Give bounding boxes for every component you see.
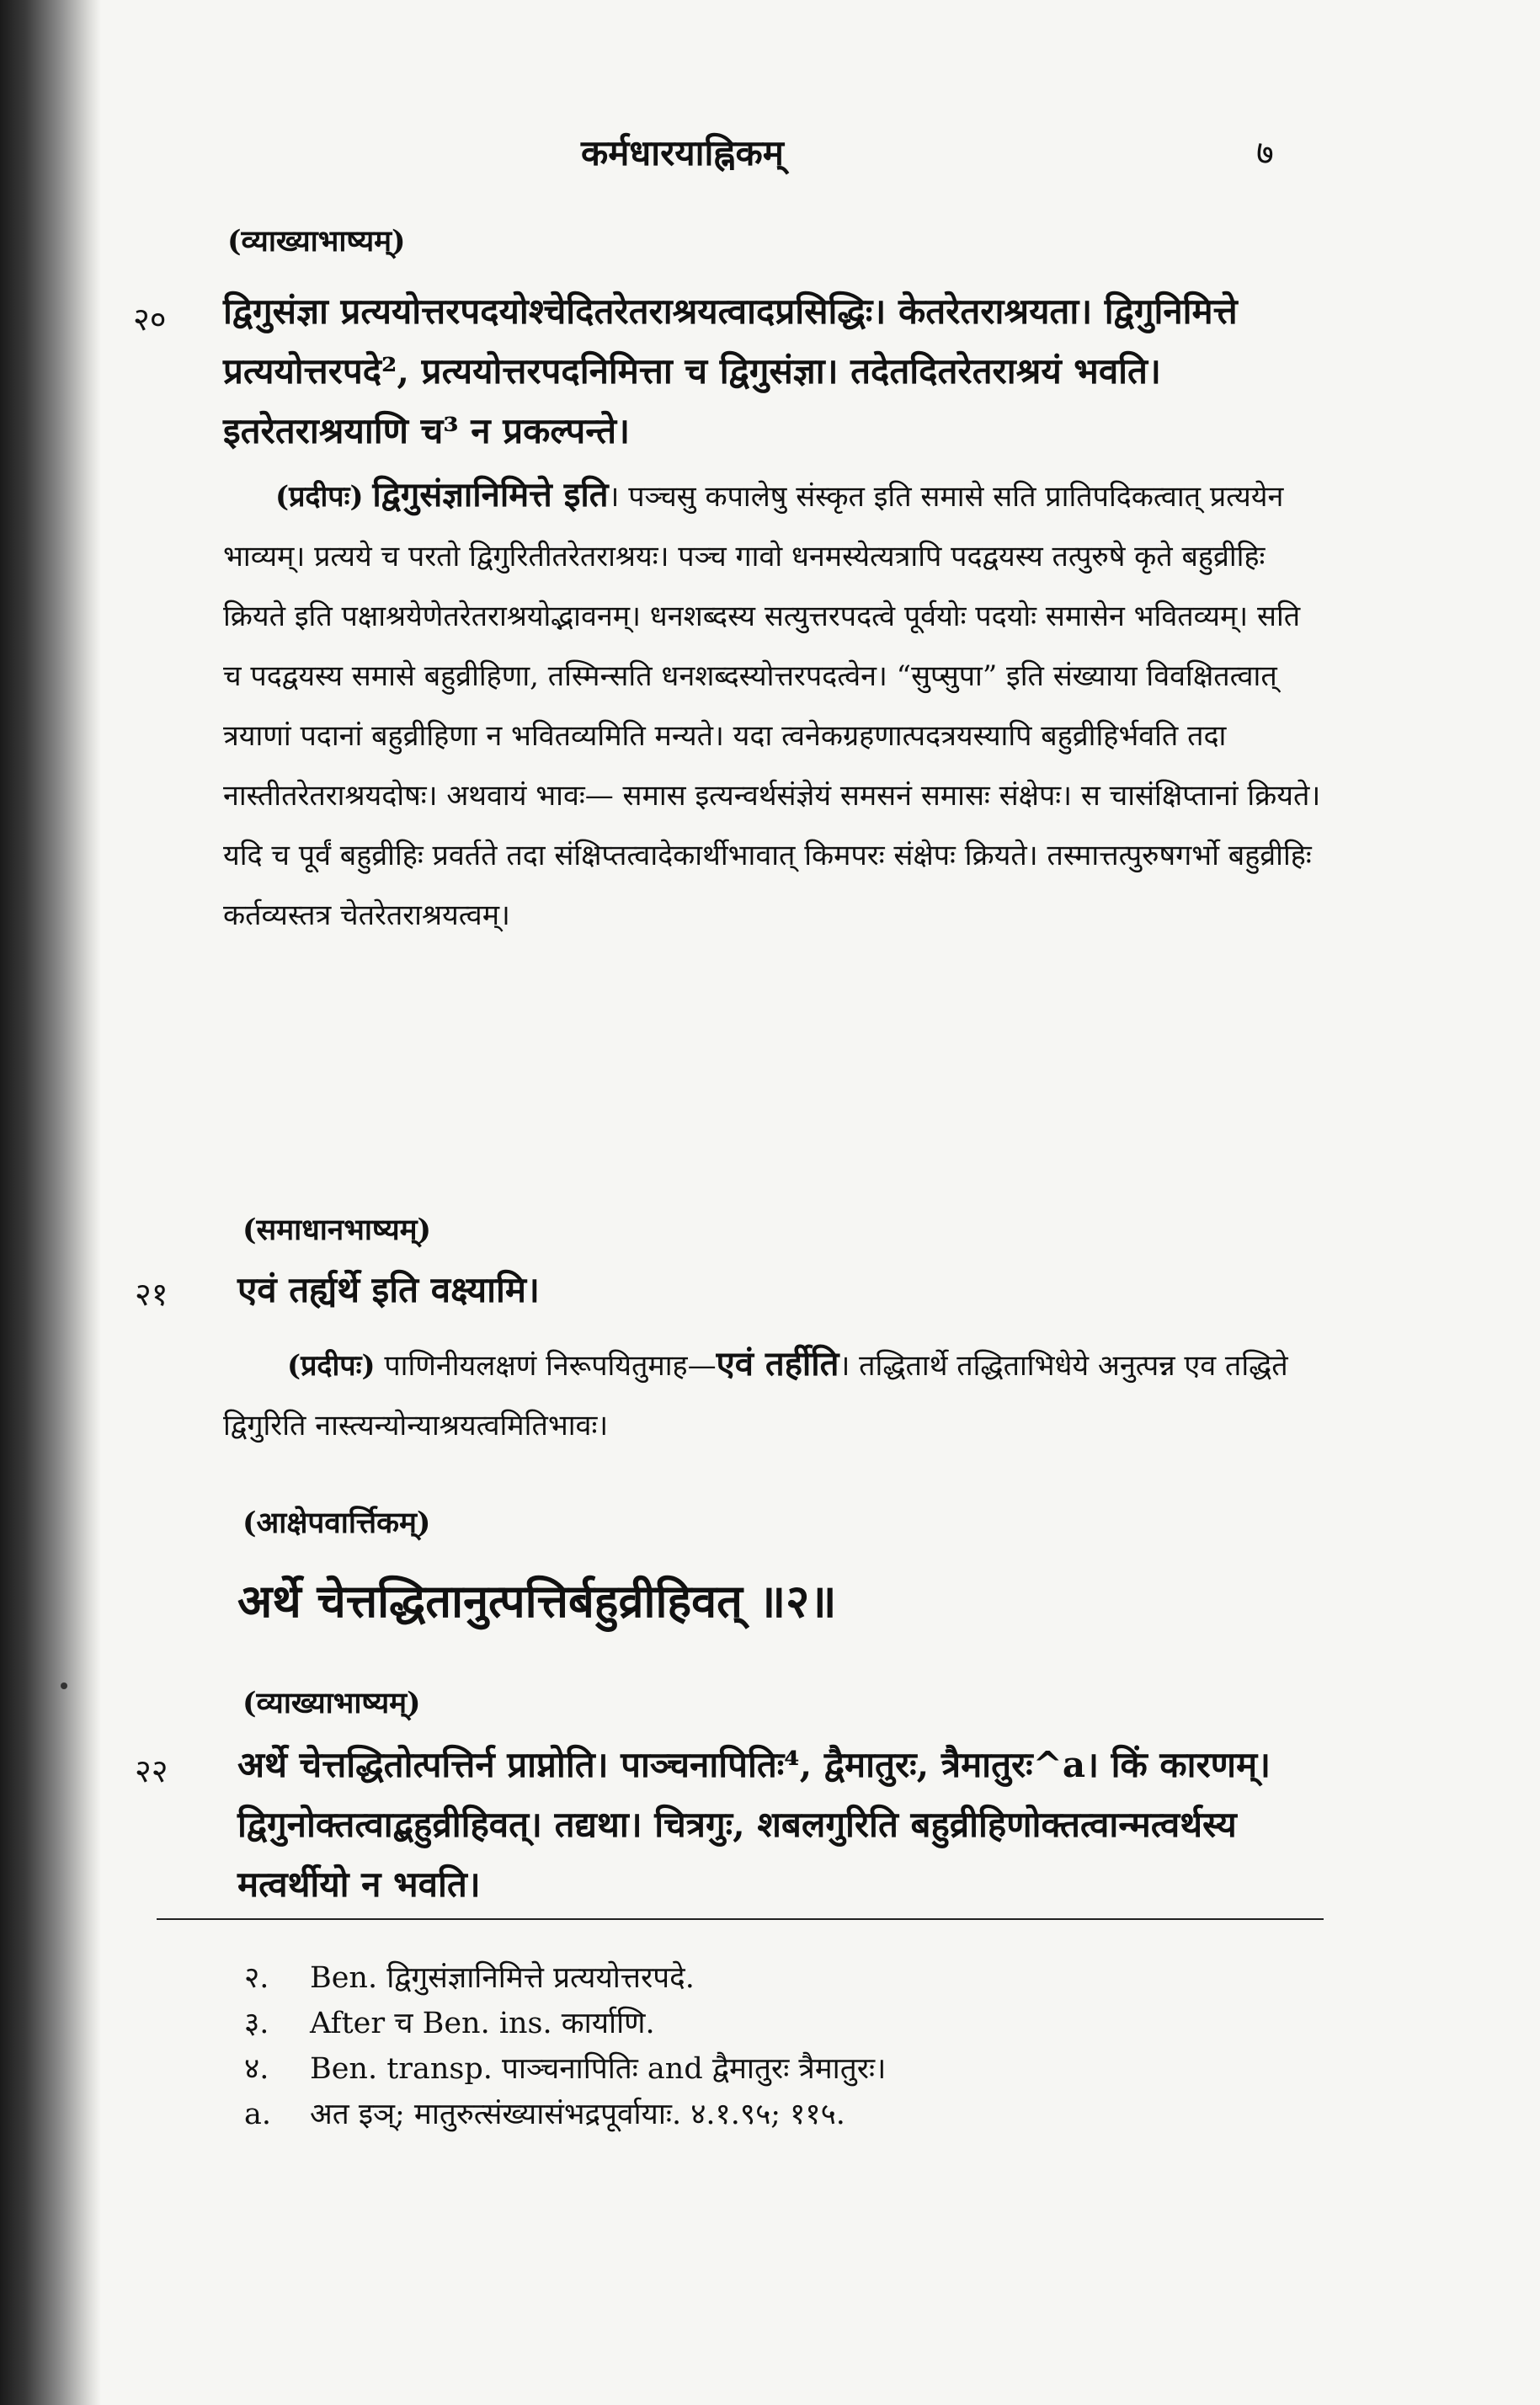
book-binding-shadow [0, 0, 101, 2405]
footnote-text: After च Ben. ins. कार्याणि. [310, 2007, 655, 2040]
section-number-21: २१ [135, 1276, 168, 1313]
pradipa-text: । पञ्चसु कपालेषु संस्कृत इति समासे सति प्रातिपदिकत्वात् प्रत्ययेन भाव्यम्। प्रत्यये च परतो द्विगुरितीतरेतराश्रयः। पञ्च गावो धनमस्येत्यत्रापि पदद्वयस्य तत्पुरुषे कृते बहुव्रीहिः क्रियते इति पक्षाश्रयेणेतरेतराश्रयोद्भावनम्। धनशब्दस्य सत्युत्तरपदत्वे पूर्वयोः पदयोः समासेन भवितव्यम्। सति च पदद्वयस्य समासे बहुव्रीहिणा, तस्मिन्सति धनशब्दस्योत्तरपदत्वेन। “सुप्सुपा” इति संख्याया विवक्षितत्वात् त्रयाणां पदानां बहुव्रीहिणा न भवितव्यमिति मन्यते। यदा त्वनेकग्रहणात्पदत्रयस्यापि बहुव्रीहिर्भवति तदा नास्तीतरेतराश्रयदोषः। अथवायं भावः— समास इत्यन्वर्थसंज्ञेयं समसनं समासः संक्षेपः। स चासंक्षिप्तानां क्रियते। यदि च पूर्वं बहुव्रीहिः प्रवर्तते तदा संक्षिप्तत्वादेकार्थीभावात् किमपरः संक्षेपः क्रियते। तस्मात्तत्पुरुषगर्भो बहुव्रीहिः कर्तव्यस्तत्र चेतरेतराश्रयत्वम्। [223, 480, 1321, 932]
pradipa-commentary-1 [223, 465, 1326, 946]
pradipa-keyword: एवं तर्हीति [716, 1344, 839, 1384]
pradipa-lead: (प्रदीपः) [287, 1349, 376, 1383]
footnote-key: ३. [244, 2007, 269, 2040]
footnote [244, 2046, 1330, 2092]
footnotes [244, 1955, 1330, 2137]
section-label-vyakhya-bhashya: (व्याख्याभाष्यम्) [227, 224, 406, 259]
pradipa-pre: पाणिनीयलक्षणं निरूपयितुमाह— [384, 1349, 717, 1383]
section-number-20: २० [133, 301, 167, 338]
pradipa-keyword: द्विगुसंज्ञानिमित्ते इति [372, 475, 609, 515]
footnote [244, 2092, 1330, 2137]
bhashya-text-20: द्विगुसंज्ञा प्रत्ययोत्तरपदयोश्चेदितरेतराश्रयत्वादप्रसिद्धिः। केतरेतराश्रयता। द्विगुनिमित्ते प्रत्ययोत्तरपदे², प्रत्ययोत्तरपदनिमित्ता च द्विगुसंज्ञा। तदेतदितरेतराश्रयं भवति। इतरेतराश्रयाणि च³ न प्रकल्पन्ते। [223, 291, 1238, 451]
pradipa-lead: (प्रदीपः) [275, 480, 364, 514]
section-number-22: २२ [135, 1752, 168, 1789]
scan-speck [61, 1682, 67, 1689]
footnote [244, 2001, 1330, 2046]
vartika-verse: अर्थे चेत्तद्धितानुत्पत्तिर्बहुव्रीहिवत् ॥२॥ [237, 1574, 837, 1628]
page-number: ७ [1256, 134, 1274, 173]
pradipa-text: । तद्धितार्थे तद्धिताभिधेये अनुत्पन्न एव तद्धिते द्विगुरिति नास्त्यन्योन्याश्रयत्वमितिभावः। [223, 1349, 1288, 1442]
footnote-key: a. [244, 2098, 271, 2131]
section-label-akshepa-vartika: (आक्षेपवार्त्तिकम्) [242, 1506, 431, 1540]
bhashya-text-22: अर्थे चेत्तद्धितोत्पत्तिर्न प्राप्नोति। पाञ्चनापितिः⁴, द्वैमातुरः, त्रैमातुरः^a। किं कारणम्। द्विगुनोक्तत्वाद्बहुव्रीहिवत्। तद्यथा। चित्रगुः, शबलगुरिति बहुव्रीहिणोक्तत्वान्मत्वर्थस्य मत्वर्थीयो न भवति। [237, 1744, 1271, 1905]
footnote-text: अत इञ्; मातुरुत्संख्यासंभद्रपूर्वायाः. ४.१.९५; ११५. [310, 2098, 845, 2131]
footnote-key: २. [244, 1961, 269, 1995]
section-label-samadhana-bhashya: (समाधानभाष्यम्) [242, 1213, 432, 1247]
footnote-text: Ben. transp. पाञ्चनापितिः and द्वैमातुरः त्रैमातुरः। [310, 2052, 887, 2086]
footnote-key: ४. [244, 2052, 269, 2086]
section-label-vyakhya-bhashya-2: (व्याख्याभाष्यम्) [242, 1686, 421, 1720]
pradipa-commentary-2 [223, 1334, 1326, 1456]
footnote-text: Ben. द्विगुसंज्ञानिमित्ते प्रत्ययोत्तरपदे. [310, 1961, 695, 1995]
footnote [244, 1955, 1330, 2001]
footnote-divider [157, 1918, 1324, 1920]
page-header-title: कर्मधारयाह्निकम् [581, 132, 784, 173]
bhashya-text-21: एवं तर्ह्यर्थे इति वक्ष्यामि। [237, 1269, 540, 1310]
